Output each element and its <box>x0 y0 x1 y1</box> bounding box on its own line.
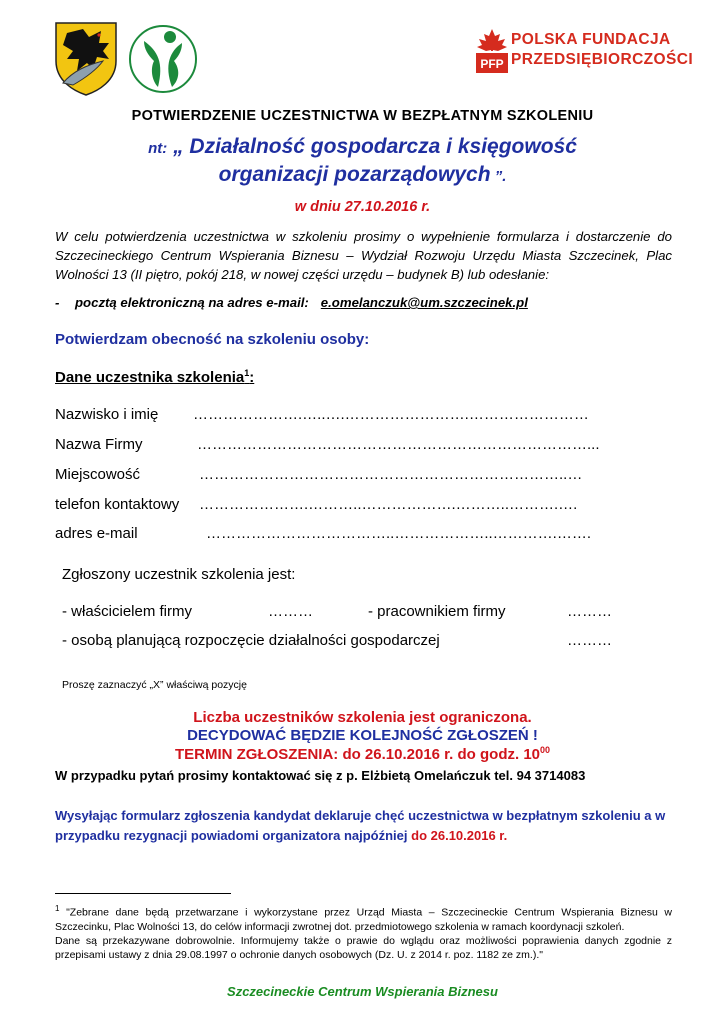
footnote-number: 1 <box>55 904 60 913</box>
email-label: pocztą elektroniczną na adres e-mail: <box>75 295 309 310</box>
option-owner-checkbox[interactable]: ……… <box>268 603 313 620</box>
pfp-name-line1: POLSKA FUNDACJA <box>511 31 671 48</box>
footnote-para2: Dane są przekazywane dobrowolnie. Informujemy także o prawie do wglądu oraz możliwości poprawienia danych zgodnie z przepisami ustawy z dnia 29.08.1997 o ochronie danych osobowych (Dz. U. z 2014 r. poz. 1182 ze zm.)." <box>55 934 672 961</box>
griffin-coat-of-arms-icon <box>53 21 119 97</box>
deadline-minutes: 00 <box>540 745 551 755</box>
participant-status-label: Zgłoszony uczestnik szkolenia jest: <box>62 566 296 583</box>
pfp-logo <box>476 29 694 73</box>
declaration-body: Wysyłając formularz zgłoszenia kandydat deklaruje chęć uczestnictwa w bezpłatnym szkoleniu a w przypadku rezygnacji powiadomi organizatora najpóźniej <box>55 808 666 843</box>
field-city <box>55 466 140 483</box>
field-email <box>55 525 138 542</box>
footer-organization: Szczecineckie Centrum Wspierania Biznesu <box>227 984 498 999</box>
option-employee-label: - pracownikiem firmy <box>368 603 506 620</box>
training-date: w dniu 27.10.2016 r. <box>294 199 431 215</box>
maple-leaf-icon <box>476 29 508 73</box>
heading-colon: : <box>249 369 255 386</box>
field-label: Nazwa Firmy <box>55 436 143 453</box>
field-label: adres e-mail <box>55 525 138 542</box>
email-link[interactable]: e.omelanczuk@um.szczecinek.pl <box>320 295 528 310</box>
field-label: Miejscowość <box>55 466 141 483</box>
pfp-name-line2: PRZEDSIĘBIORCZOŚCI <box>511 51 694 68</box>
deadline-notice <box>0 745 725 763</box>
heading-text: Dane uczestnika szkolenia <box>55 369 245 386</box>
field-company-input[interactable]: ……………………………………………………………………... <box>197 436 600 453</box>
option-employee-checkbox[interactable]: ……… <box>567 603 612 620</box>
field-name <box>55 406 158 423</box>
email-dash: - <box>55 295 60 310</box>
topic-close: ”. <box>490 168 507 185</box>
order-notice: DECYDOWAĆ BĘDZIE KOLEJNOŚĆ ZGŁOSZEŃ ! <box>187 727 538 744</box>
pfp-badge-text: PFP <box>480 57 504 71</box>
field-city-input[interactable]: ………………………………………………………………..… <box>199 466 583 483</box>
footnote-text1: "Zebrane dane będą przetwarzane i wykorzystane przez Urząd Miasta – Szczecineckie Centrum Wspierania Biznesu w Szczecinku, Plac Wolności 13, do celów informacji zwrotnej dot. przedmiotowego szkolenia w ramach koordynacji szkoleń. <box>55 906 672 933</box>
mark-instruction: Proszę zaznaczyć „X” właściwą pozycję <box>62 679 247 691</box>
declaration-date: do 26.10.2016 r. <box>411 828 508 843</box>
document-title: POTWIERDZENIE UCZESTNICTWA W BEZPŁATNYM SZKOLENIU <box>131 108 594 124</box>
contact-info: W przypadku pytań prosimy kontaktować się z p. Elżbietą Omelańczuk tel. 94 3714083 <box>55 768 586 783</box>
deadline-text: TERMIN ZGŁOSZENIA: do 26.10.2016 r. do godz. 10 <box>174 746 541 763</box>
option-planning-checkbox[interactable]: ……… <box>567 632 612 649</box>
topic-prefix: nt: <box>148 140 168 157</box>
declaration-text <box>55 806 675 846</box>
training-topic <box>0 134 725 190</box>
field-phone-input[interactable]: ………………….………..……………….………..……….…. <box>199 496 578 513</box>
participant-data-heading <box>55 368 254 386</box>
intro-text: W celu potwierdzenia uczestnictwa w szkoleniu prosimy o wypełnienie formularza i dostarczenie do Szczecineckiego Centrum Wspierania Biznesu – Wydział Rozwoju Urzędu Miasta Szczecinek, Plac Wolności 13 (II piętro, pokój 218, w nowej części urzędu – budynek B) lub odesłanie: <box>55 229 672 282</box>
field-label: telefon kontaktowy <box>55 496 180 513</box>
field-phone <box>55 496 179 513</box>
field-email-input[interactable]: ………………………………..………………..………….……. <box>206 525 592 542</box>
option-planning-label: - osobą planującą rozpoczęcie działalności gospodarczej <box>62 632 440 649</box>
email-instruction <box>55 295 528 310</box>
intro-paragraph <box>55 227 672 284</box>
field-name-input[interactable]: ………………….…..….…………………….…………………… <box>193 406 589 423</box>
stylized-x-figure-icon <box>128 21 198 97</box>
topic-line2: organizacji pozarządowych <box>218 163 491 186</box>
footnote <box>55 902 672 962</box>
limited-places-notice: Liczba uczestników szkolenia jest ograniczona. <box>193 709 532 726</box>
footnote-separator <box>55 893 231 894</box>
topic-line1: „ Działalność gospodarcza i księgowość <box>167 135 577 158</box>
field-label: Nazwisko i imię <box>55 406 159 423</box>
footnote-ref: 1 <box>244 368 250 378</box>
field-company <box>55 436 143 453</box>
option-owner-label: - właścicielem firmy <box>62 603 193 620</box>
footnote-para1 <box>55 902 672 934</box>
confirm-attendance: Potwierdzam obecność na szkoleniu osoby: <box>55 331 370 348</box>
